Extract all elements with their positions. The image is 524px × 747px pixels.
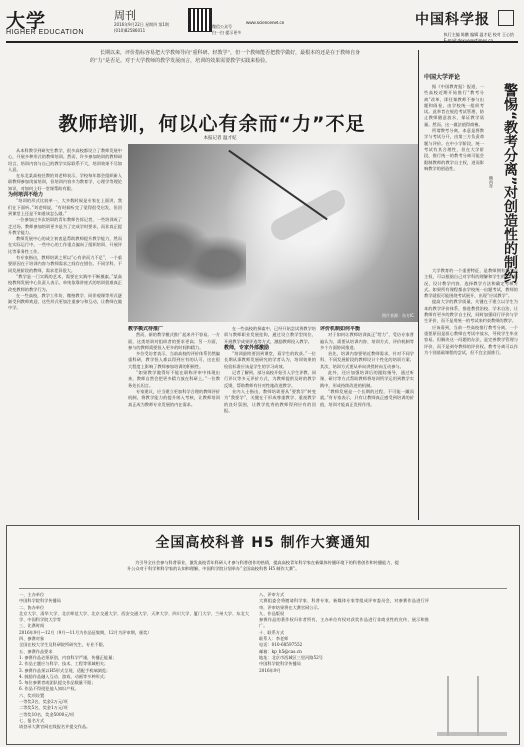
- photo-figures: [136, 214, 246, 304]
- article-column-3: [224, 326, 316, 520]
- notice-item: 3. 参赛作品须以H5形式呈现，适配手机端浏览；: [19, 667, 111, 673]
- notice-left-column: [19, 592, 249, 740]
- notice-item: 中国科学院科学传播局: [259, 661, 301, 667]
- landmark-illustration: [437, 676, 507, 736]
- contest-notice: [6, 525, 520, 745]
- article-column-1: [8, 148, 122, 520]
- paragraph: 业内人士指出，教师培训要从“要我学”转变为“我要学”，关键在于形成尊重教学、重视教学的良好氛围，让教学优秀的教师得到应有的回报。: [224, 388, 316, 413]
- paragraph: 有专家指出，教师培训之所以“心有余而力不足”，一个重要原因在于培训内容与教师需求之间存在错位。不同学科、不同发展阶段的教师，需求差异很大。: [8, 255, 122, 273]
- notice-divider: [19, 588, 507, 589]
- paragraph: 对于如何让教师培训真正“给力”，受访专家普遍认为，需要从培训内容、培训方式、评价机制等多个方面协同推进。: [320, 332, 414, 350]
- photo-arm: [268, 187, 349, 244]
- notice-item: 三、比赛时间: [19, 623, 45, 629]
- commentary-tag: 中国大学评论: [424, 74, 461, 81]
- section-title-en: HIGHER EDUCATION: [6, 29, 84, 36]
- notice-item: 请登录大赛官网在线报名并提交作品。: [19, 724, 91, 730]
- paragraph: 首先，培训内容要贴近教师需求，针对不同学科、不同发展阶段的教师设计个性化的培训方案；其次，培训方式要从单向讲授转向互动参与。: [320, 351, 414, 369]
- editors-line: 执行主编 陈鹏 编辑 温才妃 校对 王心怡: [443, 32, 514, 37]
- paragraph: 应该看到，当前一些高校推行教考分离，一个重要原因是担心教师在考试中放水，导致学生毕业容易。但解决这一问题的办法，是完善教学管理与评价，而不是剥夺教师的评价权。教考分离可以作为个别基础课程的尝试，但不宜全面推行。: [424, 324, 518, 355]
- commentary-column-b: [424, 268, 518, 520]
- notice-item: 电话：010-68597552: [259, 642, 303, 648]
- notice-item: 十、联系方式: [259, 629, 285, 635]
- masthead: [6, 6, 518, 40]
- section-title: 大学: [6, 10, 47, 32]
- paragraph: 然而，新的教学模式推广起来并不容易。一方面，这类培训对组织者的要求更高；另一方面，参与的教师需要投入更多的时间和精力。: [128, 332, 220, 350]
- notice-item: 1. 参赛作品必须原创，内容科学严谨，传播正能量；: [19, 654, 117, 660]
- notice-item: 一、主办单位: [19, 592, 45, 597]
- notice-title: 全国高校科普 H5 制作大赛通知: [155, 535, 371, 551]
- notice-item: 二等奖5名，奖金1万元/项: [19, 705, 68, 711]
- notice-item: 七、报名方式: [19, 717, 45, 723]
- issue-line: 2016年9月22日 星期四 第1期 (010)82586011: [114, 22, 169, 33]
- notice-item: 邮箱：kp_h5@cas.cn: [259, 648, 302, 654]
- article-column-2: [128, 326, 220, 520]
- commentary-title: 警惕“教考分离”对创造性的制约: [502, 83, 518, 284]
- article-byline: 本报记者 温才妃: [203, 136, 237, 141]
- paragraph: “如果教学做得好不能在职称评审中体现出来，教师自然会把更多精力放在科研上。”一位教务处长坦言。: [128, 370, 220, 388]
- notice-item: 九、作品版权: [259, 610, 285, 616]
- paragraph: “教师发展是一个长期的过程，不可能一蹴而就。”有专家表示，只有让教师真正感受到培训的价值，培训才能真正发挥作用。: [320, 388, 414, 407]
- paragraph: 提高大学的教学质量，关键在于建立以学生为本的教学评价体系，推进教授治校、学术自治，让教师有更多的教学自主权，同时加强同行评价与学生评价，而不是用统一的考试来约束教师的教学。: [424, 299, 518, 324]
- paragraph: “教学是一门实践的艺术，需要在实践中不断摸索。”某高校教师发展中心负责人表示，单纯依靠讲座式的培训很难真正改变教师的教学行为。: [8, 273, 122, 292]
- article-photo: [128, 144, 418, 322]
- paragraph: 多位受访者表示，当前高校的评价体系仍然偏重科研，教学投入难以得到应有的认可，这在很大程度上影响了教师参加培训的积极性。: [128, 351, 220, 369]
- notice-item: 2. 作品主题应与科学、技术、工程等领域相关；: [19, 661, 109, 667]
- logo-mark-icon: [498, 10, 514, 26]
- notice-right-column: [259, 592, 429, 740]
- notice-item: 二、协办单位: [19, 604, 45, 610]
- notice-item: 四、参赛对象: [19, 636, 45, 642]
- paragraph: 记者了解到，部分高校开始引入学生评教、同行评议等多元评价方式，为教师提供及时的教学反馈，帮助教师有针对性地改进教学。: [224, 370, 316, 388]
- paragraph: 所谓教考分离，本意是将教学与考试分开，由第三方负责命题与评价。在中小学阶段，统一考试有其合理性，但在大学阶段，推行统一的教考分离可能会限制教师的教学自主权，进而影响教学的创造性。: [424, 128, 484, 171]
- notice-item: 4. 鼓励作品融入互动、游戏、动画等多种形式；: [19, 673, 109, 679]
- notice-item: 参赛作品的著作权归作者所有，主办单位有权对获奖作品进行非商业性的宣传、展示和推广。: [259, 617, 429, 629]
- commentary-author: 熊丙奇: [489, 176, 494, 188]
- article-headline: 教师培训，何以心有余而“力”不足: [58, 113, 366, 135]
- notice-item: 大赛组委会将邀请科学家、科普专家、新媒体专家等组成评审委员会，对参赛作品进行评审，评审结果将在大赛官网公示。: [259, 598, 429, 610]
- qr-code-icon: [188, 8, 212, 32]
- notice-item: 地址：北京市西城区三里河路52号: [259, 654, 323, 660]
- notice-intro: 为引导全社会参与科普事业，激发高校青年科研人才参与科普创作的热情，提高高校青年科学家在新媒体传播环境下的科普创作和传播能力，提升公众对于科学和科学家的认知和理解，中国科学院计划举办“全国高校科普 H5 制作大赛”。: [127, 560, 399, 571]
- column-divider: [418, 50, 419, 520]
- paragraph: 大学教育的一个重要特征，是教师拥有教学自主权，可以根据自己对学科的理解和学生的实际情况，设计教学内容、选择教学方法和确定考核方式。如果所有课程都由学校统一出题考试，教师的教学就很可能围绕考试展开，出现“应试教学”。: [424, 268, 518, 299]
- section-heading: 为何培训不给力: [8, 192, 44, 199]
- notice-item: 5. 每位参赛者或团队提交作品数量不限；: [19, 680, 96, 686]
- paragraph: 在一些高校，教学工作坊、微格教学、同伴观课等形式逐渐受到教师欢迎，这些形式更加注重参与和互动，让教师在做中学。: [8, 292, 122, 311]
- notice-item: 2016年9月: [259, 667, 281, 673]
- article-intro: 长期以来，评价指标容易把大学教师导向“重科研、轻教学”，但一个教师能否把教学做好，最根本的还是在于教师自身的“力”是否足。对于大学教师的教学发展而言，培训的效果需要教学实践来检验。: [90, 50, 361, 64]
- paragraph: 在一些高校的探索中，已经开始尝试将教学培训与教师职业发展挂钩，通过设立教学型岗位、开展教学成果评选等方式，激励教师投入教学。: [224, 326, 316, 344]
- notice-item: 6. 作品不得侵犯他人知识产权。: [19, 686, 79, 692]
- paragraph: 在东北某高校任教的刘老师表示，学校每年都会组织新入职教师参加岗前培训，但培训内容多为教育学、心理学等理论知识，对如何上好一堂课帮助有限。: [8, 173, 122, 191]
- section-heading: 教学模式待推广: [128, 326, 164, 332]
- website: www.sciencenet.cn: [246, 20, 285, 25]
- notice-item: 全国在校大学生及科研院所研究生，专业不限。: [19, 642, 107, 648]
- header-rule: [6, 41, 518, 43]
- paragraph: 此外，还应加强培训后的跟踪指导，通过听课、研讨等方式帮助教师将培训所学运用到教学实践中，形成持续改进的机制。: [320, 370, 414, 388]
- weekly-label: 周刊: [114, 9, 136, 22]
- qr-caption-line2: 扫一扫 提示更多: [212, 30, 242, 35]
- notice-item: 六、奖项设置: [19, 692, 45, 698]
- section-heading: 教师，专家外部激励: [224, 344, 270, 351]
- notice-item: 八、评审方式: [259, 592, 285, 597]
- notice-item: 五、参赛作品要求: [19, 648, 53, 654]
- photo-caption: 图片来源：东方IC: [382, 313, 414, 318]
- paragraph: 教师发展中心的成立初衷是帮助教师提升教学能力，然而在实际运行中，一些中心的工作重点偏向了组织培训、开展评比等事务性工作。: [8, 236, 122, 254]
- paragraph: 一位参加过多次培训的青年教师告诉记者，一些培训成了走过场，教师参加培训更多是为了完成学时要求，而非真正提升教学能力。: [8, 217, 122, 235]
- article-column-4: [320, 326, 414, 520]
- notice-item: 联系人：李老师: [259, 636, 289, 642]
- notice-item: 三等奖10名，奖金5000元/项: [19, 711, 75, 717]
- notice-item: 一等奖3名，奖金2万元/项: [19, 699, 68, 705]
- notice-item: 北京大学、清华大学、北京师范大学、北京交通大学、西安交通大学、天津大学、四川大学、厦门大学、兰州大学、东北大学、中国科学院大学等: [19, 610, 249, 623]
- paragraph: “培训的形式比较单一，大多数时候是专家在上面讲，我们在下面听。”刘老师说，“有时候听完了觉得很受启发，但回到课堂上还是不知道该怎么做。”: [8, 198, 122, 216]
- notice-item: 2016年9月—12月（9月—11月为作品征集期，12月为评审期，颁奖）: [19, 629, 152, 635]
- commentary-column-a: [424, 84, 484, 264]
- qr-caption: [212, 24, 241, 36]
- newspaper-logo: 中国科学报: [415, 12, 490, 28]
- paragraph: 据《中国教育报》报道，一些高校近期开始推行“教考分离”改革，即任课教师不参与出题和阅卷，由学校统一组织考试。此举旨在规范考试管理，防止教师随意放水，保证教学质量。然而，这一做法值得商榷。: [424, 84, 484, 127]
- qr-caption-line1: 微信公众号: [212, 24, 232, 29]
- paragraph: 专家建议，应当建立更加科学合理的教师评价机制，将教学能力的提升纳入考核，让教师培训真正成为教师专业发展的内在需求。: [128, 388, 220, 407]
- section-heading: 评价机制如何平衡: [320, 326, 361, 332]
- photo-baton: [228, 150, 327, 220]
- paragraph: “培训最终要回到课堂，看学生的收获。”一位长期从事教师发展研究的学者认为，培训效果的检验标准应该是学生的学习成效。: [224, 351, 316, 369]
- paragraph: 从本科教学到研究生教学，很多高校都设立了教师发展中心，开展多种形式的教师培训。然而，许多参加培训的教师却坦言，培训内容与自己的教学实际联系不大，培训效果不尽如人意。: [8, 148, 122, 172]
- notice-item: 中国科学院科学传播局: [19, 598, 61, 604]
